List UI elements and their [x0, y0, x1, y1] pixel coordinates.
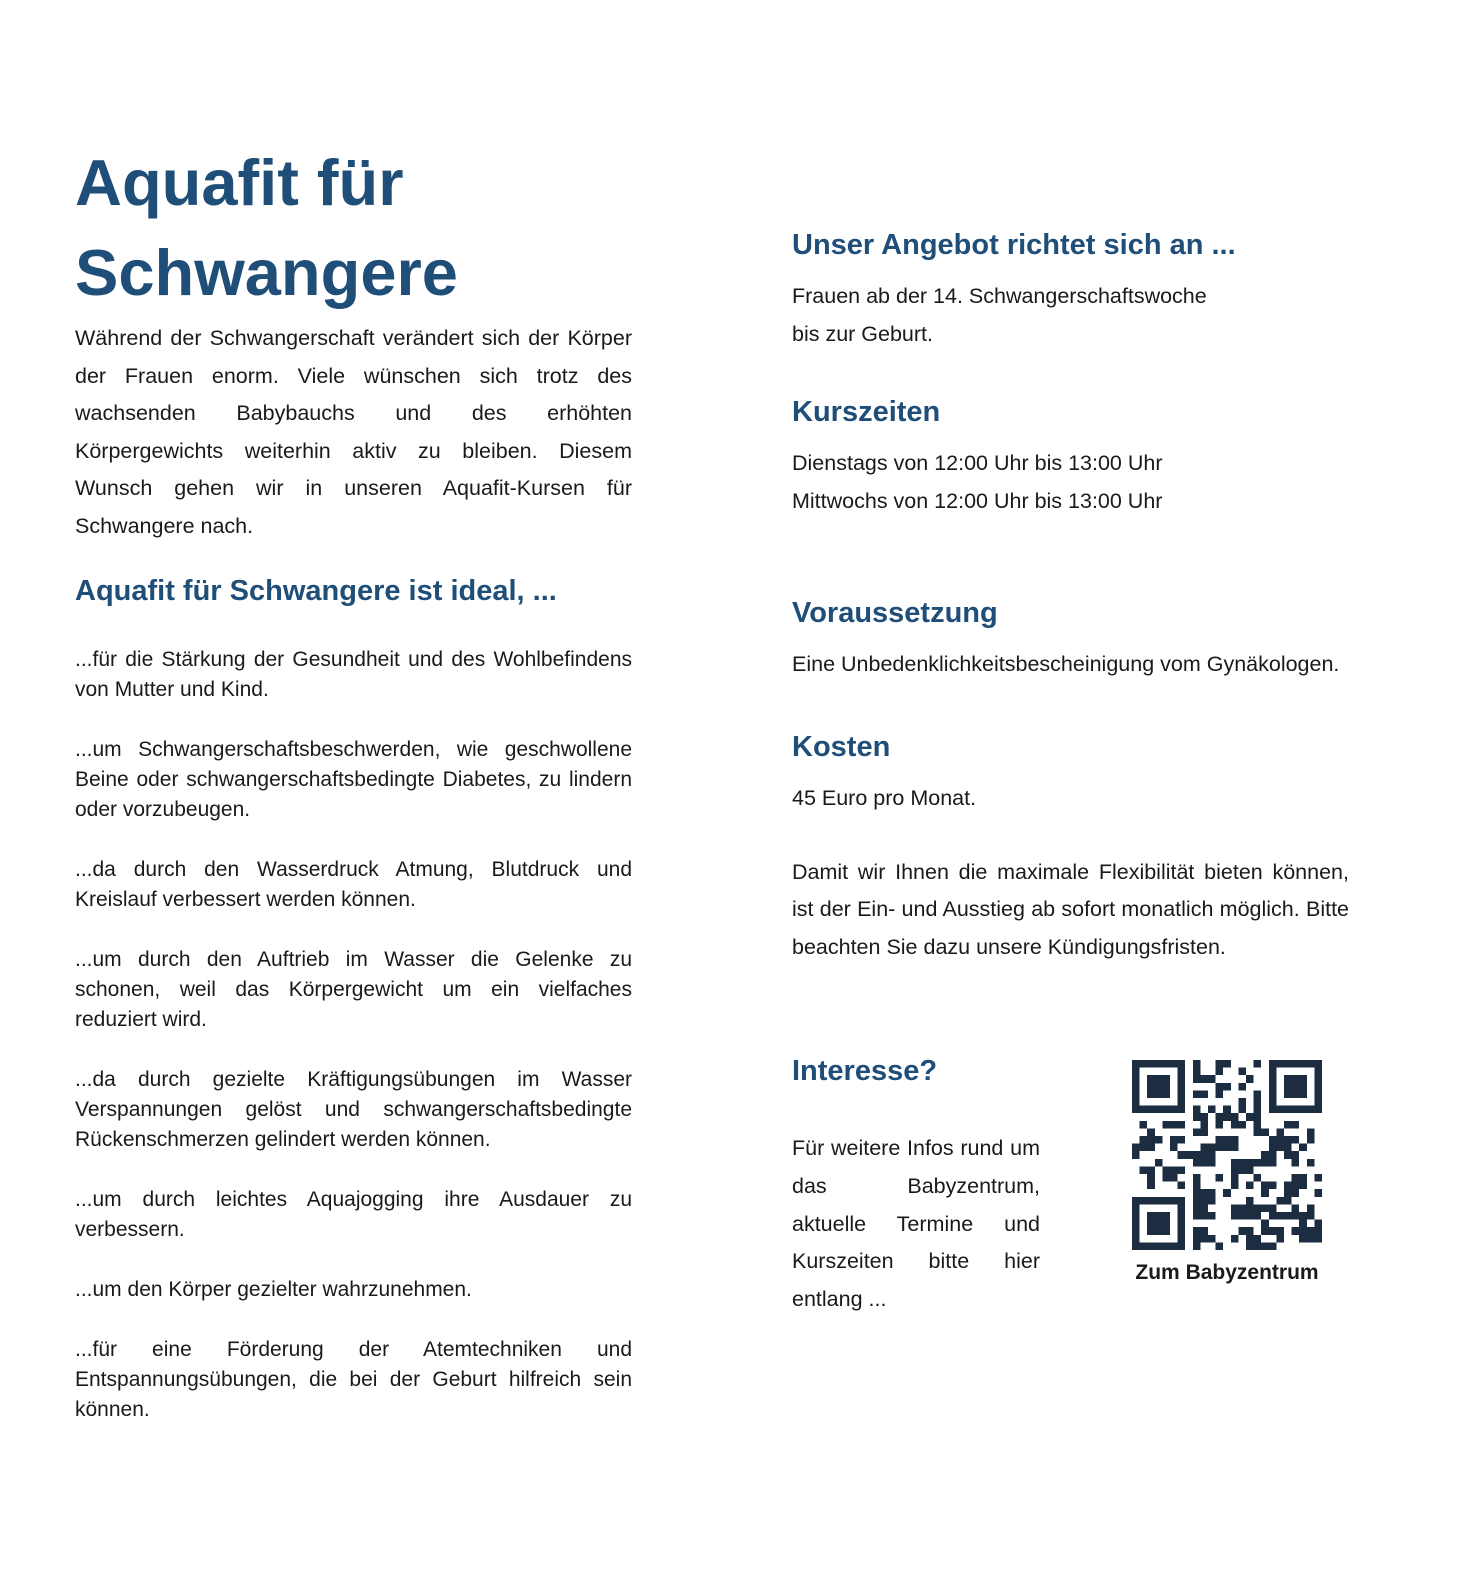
kurszeiten-line-1: Dienstags von 12:00 Uhr bis 13:00 Uhr — [792, 451, 1163, 476]
right-column — [792, 224, 1349, 1320]
list-item: ...um durch den Auftrieb im Wasser die Gelenke zu schonen, weil das Körpergewicht um ein vielfaches reduziert wird. — [75, 947, 632, 1031]
voraussetzung-paragraph: Eine Unbedenklichkeitsbescheinigung vom Gynäkologen. — [792, 652, 1340, 677]
ideal-heading: Aquafit für Schwangere ist ideal, ... — [75, 574, 557, 607]
angebot-section — [792, 224, 1349, 353]
kurszeiten-heading: Kurszeiten — [792, 396, 941, 429]
voraussetzung-section — [792, 592, 1349, 684]
title-line-1: Aquafit für — [75, 146, 404, 219]
list-item: ...da durch gezielte Kräftigungsübungen im Wasser Verspannungen gelöst und schwangerschaftsbedingte Rückenschmerzen gelindert werden können. — [75, 1067, 632, 1151]
angebot-line-2: bis zur Geburt. — [792, 321, 933, 346]
interesse-section — [792, 1050, 1349, 1320]
voraussetzung-text — [792, 646, 1349, 684]
kosten-text — [792, 780, 1349, 818]
kosten-paragraph: 45 Euro pro Monat. — [792, 785, 977, 810]
qr-code-icon[interactable] — [1132, 1060, 1322, 1250]
list-item: ...da durch den Wasserdruck Atmung, Blutdruck und Kreislauf verbessert werden können. — [75, 857, 632, 911]
list-item: ...für eine Förderung der Atemtechniken und Entspannungsübungen, die bei der Geburt hilfreich sein können. — [75, 1337, 632, 1421]
kurszeiten-text — [792, 445, 1349, 520]
angebot-text — [792, 278, 1349, 353]
left-column — [75, 138, 632, 1425]
list-item: ...um durch leichtes Aquajogging ihre Ausdauer zu verbessern. — [75, 1187, 632, 1241]
angebot-line-1: Frauen ab der 14. Schwangerschaftswoche — [792, 284, 1207, 308]
interesse-heading: Interesse? — [792, 1055, 938, 1088]
flexibility-paragraph: Damit wir Ihnen die maximale Flexibilität bieten können, ist der Ein- und Ausstieg ab sofort monatlich möglich. Bitte beachten Sie dazu unsere Kündigungsfristen. — [792, 859, 1349, 959]
interesse-text: Für weitere Infos rund um das Babyzentrum, aktuelle Termine und Kurszeiten bitte hier entlang ... — [792, 1136, 1040, 1311]
flexibility-text — [792, 854, 1349, 967]
ideal-list — [75, 645, 632, 1425]
list-item: ...für die Stärkung der Gesundheit und des Wohlbefindens von Mutter und Kind. — [75, 647, 632, 701]
qr-code-link[interactable] — [1122, 1060, 1332, 1286]
kurszeiten-section — [792, 391, 1349, 520]
page-title — [75, 138, 632, 318]
intro-paragraph: Während der Schwangerschaft verändert sich der Körper der Frauen enorm. Viele wünschen sich trotz des wachsenden Babybauchs und des erhöhten Körpergewichts weiterhin aktiv zu bleiben. Diesem Wunsch gehen wir in unseren Aquafit-Kursen für Schwangere nach. — [75, 326, 632, 538]
voraussetzung-heading: Voraussetzung — [792, 597, 998, 630]
kurszeiten-line-2: Mittwochs von 12:00 Uhr bis 13:00 Uhr — [792, 488, 1163, 513]
qr-caption: Zum Babyzentrum — [1135, 1261, 1319, 1285]
kosten-heading: Kosten — [792, 730, 891, 763]
kosten-section — [792, 726, 1349, 966]
angebot-heading: Unser Angebot richtet sich an ... — [792, 229, 1236, 261]
list-item: ...um Schwangerschaftsbeschwerden, wie geschwollene Beine oder schwangerschaftsbedingte Diabetes, zu lindern oder vorzubeugen. — [75, 737, 632, 821]
list-item: ...um den Körper gezielter wahrzunehmen. — [75, 1277, 472, 1301]
title-line-2: Schwangere — [75, 236, 458, 309]
